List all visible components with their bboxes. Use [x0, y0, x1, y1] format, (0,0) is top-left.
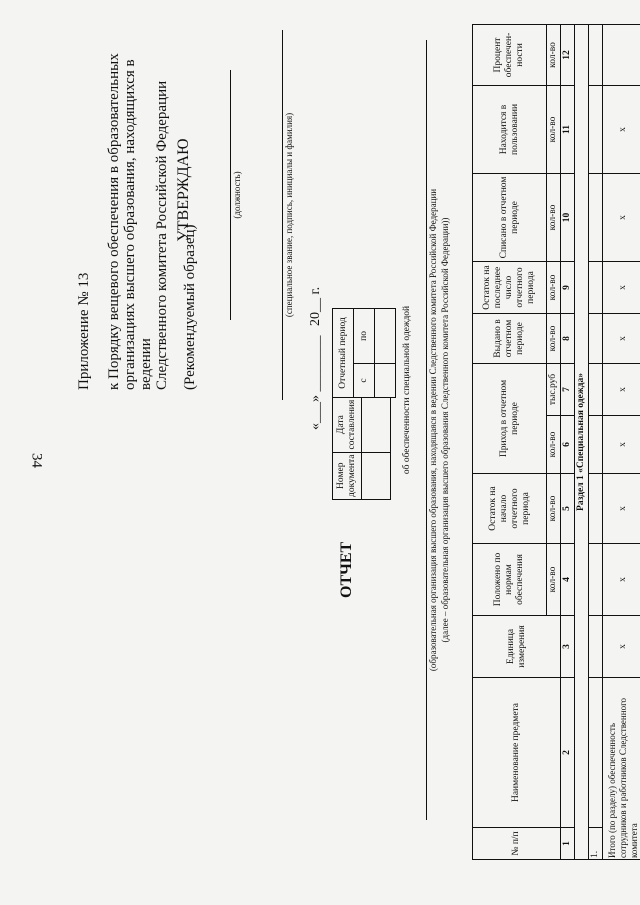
- cell[interactable]: [589, 363, 603, 415]
- header-percent: Процент обеспечен-ности: [473, 24, 547, 85]
- x-mark: x: [603, 474, 640, 544]
- section-title: Раздел 1 «Специальная одежда»: [575, 24, 589, 859]
- period-to-value[interactable]: [375, 309, 396, 364]
- sub-qty-8: кол-во: [547, 313, 561, 363]
- cell[interactable]: [589, 261, 603, 313]
- header-name: Наименование предмета: [473, 678, 561, 828]
- sub-qty-5: кол-во: [547, 474, 561, 544]
- column-numbers-row: [561, 24, 575, 859]
- section-row: [575, 24, 589, 859]
- col-number: 9: [561, 261, 575, 313]
- report-title: ОТЧЕТ: [338, 541, 355, 598]
- period-header: Отчетный период: [333, 309, 354, 398]
- sub-qty-4: кол-во: [547, 544, 561, 616]
- sub-qty-6: кол-во: [547, 416, 561, 474]
- col-number: 6: [561, 416, 575, 474]
- col-number: 12: [561, 24, 575, 85]
- x-mark: x: [603, 416, 640, 474]
- position-line: [230, 70, 231, 320]
- position-caption: (должность): [232, 171, 242, 219]
- signature-caption: (специальное звание, подпись, инициалы и фамилия): [284, 112, 294, 318]
- cell[interactable]: [589, 416, 603, 474]
- row-number: 1.: [589, 828, 603, 860]
- x-mark: x: [603, 616, 640, 678]
- x-mark: x: [603, 313, 640, 363]
- header-norm: Положено по нормам обеспечения: [473, 544, 547, 616]
- col-number: 4: [561, 544, 575, 616]
- sub-rub-7: тыс.руб: [547, 363, 561, 415]
- doc-date-value[interactable]: [362, 397, 391, 452]
- org-caption-2: (далее – образовательная организация высшего образования Следственного комитета Российской Федерации)): [440, 217, 450, 643]
- x-mark: x: [603, 261, 640, 313]
- header-unit: Единица измерения: [473, 616, 561, 678]
- appendix-line-2: организациях высшего образования, находящихся в ведении: [122, 59, 154, 390]
- period-from-value[interactable]: [375, 363, 396, 397]
- x-mark: x: [603, 85, 640, 173]
- doc-number-header: Номер документа: [333, 452, 362, 499]
- table-row: [589, 24, 603, 859]
- cell[interactable]: [589, 474, 603, 544]
- header-issued: Выдано в отчетном периоде: [473, 313, 547, 363]
- appendix-title: Приложение № 13: [76, 272, 92, 390]
- rotated-document: [70, 20, 640, 880]
- doc-date-header: Дата составления: [333, 397, 362, 452]
- col-number: 1: [561, 828, 575, 860]
- total-label: Итого (по разделу) обеспеченность сотрудников и работников Следственного комитета: [603, 678, 640, 860]
- approval-title: УТВЕРЖДАЮ: [175, 138, 192, 242]
- period-table: [332, 308, 396, 398]
- period-to-label: по: [354, 309, 375, 364]
- report-subtitle: об обеспеченности специальной одеждой: [402, 305, 412, 475]
- main-table: [472, 24, 640, 860]
- total-row: [603, 24, 640, 859]
- page-number: 34: [28, 453, 45, 468]
- org-caption-1: (образовательная организация высшего образования, находящаяся в ведении Следственного комитета Российской Федерации: [428, 188, 438, 672]
- col-number: 3: [561, 616, 575, 678]
- date-prefix: «___» ________: [308, 335, 323, 430]
- org-line: [426, 40, 427, 820]
- cell[interactable]: [589, 85, 603, 173]
- appendix-line-3: Следственного комитета Российской Федерации: [154, 80, 170, 390]
- cell[interactable]: [589, 616, 603, 678]
- cell[interactable]: [589, 24, 603, 85]
- col-number: 8: [561, 313, 575, 363]
- recommended-sample: (Рекомендуемый образец): [182, 224, 198, 390]
- col-number: 11: [561, 85, 575, 173]
- x-mark: x: [603, 544, 640, 616]
- appendix-line-1: к Порядку вещевого обеспечения в образовательных: [106, 53, 122, 390]
- col-number: 2: [561, 678, 575, 828]
- sub-qty-11: кол-во: [547, 85, 561, 173]
- header-num: № п/п: [473, 828, 561, 860]
- cell[interactable]: [589, 544, 603, 616]
- header-written: Списано в отчетном периоде: [473, 173, 547, 261]
- doc-table: [332, 397, 391, 500]
- cell[interactable]: [589, 313, 603, 363]
- col-number: 10: [561, 173, 575, 261]
- col-number: 5: [561, 474, 575, 544]
- sub-qty-9: кол-во: [547, 261, 561, 313]
- doc-number-value[interactable]: [362, 452, 391, 499]
- col-number: 7: [561, 363, 575, 415]
- header-income: Приход в отчетном периоде: [473, 363, 547, 473]
- period-from-label: с: [354, 363, 375, 397]
- header-start: Остаток на начало отчетного периода: [473, 474, 547, 544]
- cell[interactable]: [589, 678, 603, 828]
- sub-qty-12: кол-во: [547, 24, 561, 85]
- approval-date: [308, 287, 324, 430]
- header-remain: Остаток на последнее число отчетного периода: [473, 261, 547, 313]
- signature-line: [282, 30, 283, 400]
- sub-qty-10: кол-во: [547, 173, 561, 261]
- date-year: 20__ г.: [308, 286, 323, 326]
- x-mark: x: [603, 363, 640, 415]
- cell[interactable]: [589, 173, 603, 261]
- header-inuse: Находится в пользовании: [473, 85, 547, 173]
- x-mark: x: [603, 173, 640, 261]
- percent-value[interactable]: [603, 24, 640, 85]
